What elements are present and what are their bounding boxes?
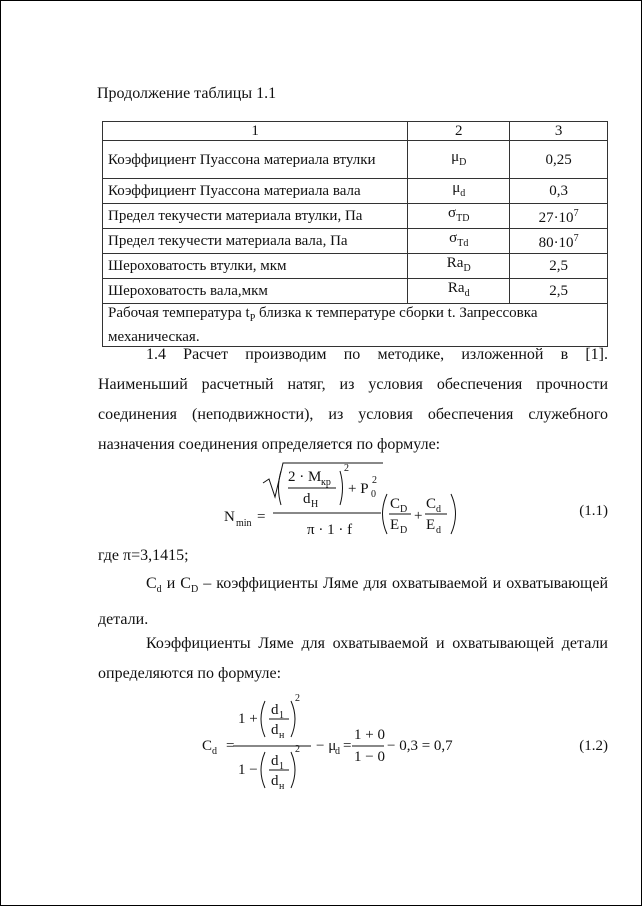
svg-text:E: E — [390, 517, 400, 533]
svg-text:кр: кр — [321, 477, 331, 488]
row-label: Предел текучести материала вала, Па — [103, 229, 408, 254]
row-label: Коэффициент Пуассона материала вала — [103, 179, 408, 204]
equation-number-1-1: (1.1) — [579, 503, 608, 519]
svg-text:d: d — [436, 504, 441, 515]
svg-text:1: 1 — [279, 761, 284, 772]
svg-text:C: C — [390, 496, 401, 512]
svg-text:2: 2 — [295, 744, 300, 755]
svg-text:2 · M: 2 · M — [288, 469, 322, 485]
header-cell: 1 — [103, 122, 408, 141]
f1-lhs: N — [224, 509, 235, 525]
formula-1-2 — [1, 1, 641, 905]
row-value: 2,5 — [510, 254, 608, 279]
where-line: где π=3,1415; — [98, 547, 189, 564]
svg-text:=: = — [226, 738, 235, 754]
svg-text:d: d — [271, 773, 279, 789]
paragraph-lame-formula: Коэффициенты Ляме для охватываемой и охватывающей детали определяются по формуле: — [98, 635, 608, 682]
svg-text:=: = — [257, 509, 266, 525]
row-symbol: $Ra_D$ — [408, 254, 510, 279]
svg-text:=: = — [343, 738, 352, 754]
row-value: $27\cdot 10^7$ — [510, 204, 608, 229]
svg-text:2: 2 — [372, 475, 377, 486]
header-cell: 3 — [510, 122, 608, 141]
row-label: Коэффициент Пуассона материала втулки — [103, 141, 408, 179]
svg-text:d: d — [271, 702, 279, 718]
svg-text:− μ: − μ — [316, 738, 337, 754]
svg-text:2: 2 — [344, 463, 349, 474]
row-symbol: $\mu_d$ — [408, 179, 510, 204]
row-value: $80\cdot 10^7$ — [510, 229, 608, 254]
svg-text:+ P: + P — [348, 481, 369, 497]
svg-text:d: d — [303, 491, 311, 507]
equation-number-1-2: (1.2) — [579, 738, 608, 754]
row-symbol: $\sigma_{TD}$ — [408, 204, 510, 229]
svg-text:C: C — [426, 496, 437, 512]
footer-note: Рабочая температура $t_P$ близка к температуре сборки t. Запрессовка механическая. — [103, 304, 608, 347]
svg-text:н: н — [279, 781, 285, 792]
svg-text:0: 0 — [371, 489, 376, 500]
svg-text:π · 1 · f: π · 1 · f — [307, 522, 353, 538]
row-label: Шероховатость втулки, мкм — [103, 254, 408, 279]
row-label: Шероховатость вала,мкм — [103, 279, 408, 304]
row-symbol: $\mu_D$ — [408, 141, 510, 179]
svg-text:C: C — [202, 738, 213, 754]
svg-text:min: min — [236, 518, 252, 529]
svg-text:d: d — [271, 753, 279, 769]
paragraph-method: 1.4 Расчет производим по методике, изложенной в [1]. Наименьший расчетный натяг, из условия обеспечения прочности соединения (неподвижности), из условия обеспечения служебного назначения соединения определяется по формуле: — [98, 346, 608, 453]
svg-text:− 0,3 = 0,7: − 0,3 = 0,7 — [387, 738, 453, 754]
svg-text:d: d — [271, 722, 279, 738]
svg-text:d: d — [335, 746, 340, 757]
svg-text:+: + — [414, 508, 423, 524]
svg-text:D: D — [400, 525, 408, 536]
svg-text:1 −: 1 − — [238, 762, 258, 778]
row-label: Предел текучести материала втулки, Па — [103, 204, 408, 229]
svg-text:1 − 0: 1 − 0 — [354, 749, 385, 765]
header-cell: 2 — [408, 122, 510, 141]
svg-text:1 + 0: 1 + 0 — [354, 727, 385, 743]
table-caption: Продолжение таблицы 1.1 — [97, 85, 277, 102]
svg-text:d: d — [212, 746, 217, 757]
paragraph-lame: $C_d$ и $C_D$ – коэффициенты Ляме для охватываемой и охватывающей детали. — [98, 575, 609, 629]
svg-text:2: 2 — [295, 693, 300, 704]
svg-text:E: E — [426, 517, 436, 533]
row-value: 0,25 — [510, 141, 608, 179]
row-symbol: $\sigma_{Td}$ — [408, 229, 510, 254]
row-symbol: $Ra_d$ — [408, 279, 510, 304]
svg-text:н: н — [279, 730, 285, 741]
svg-text:1: 1 — [279, 710, 284, 721]
svg-text:H: H — [311, 499, 319, 510]
svg-text:1 +: 1 + — [238, 711, 258, 727]
svg-text:d: d — [436, 525, 441, 536]
svg-text:D: D — [400, 504, 408, 515]
row-value: 2,5 — [510, 279, 608, 304]
row-value: 0,3 — [510, 179, 608, 204]
